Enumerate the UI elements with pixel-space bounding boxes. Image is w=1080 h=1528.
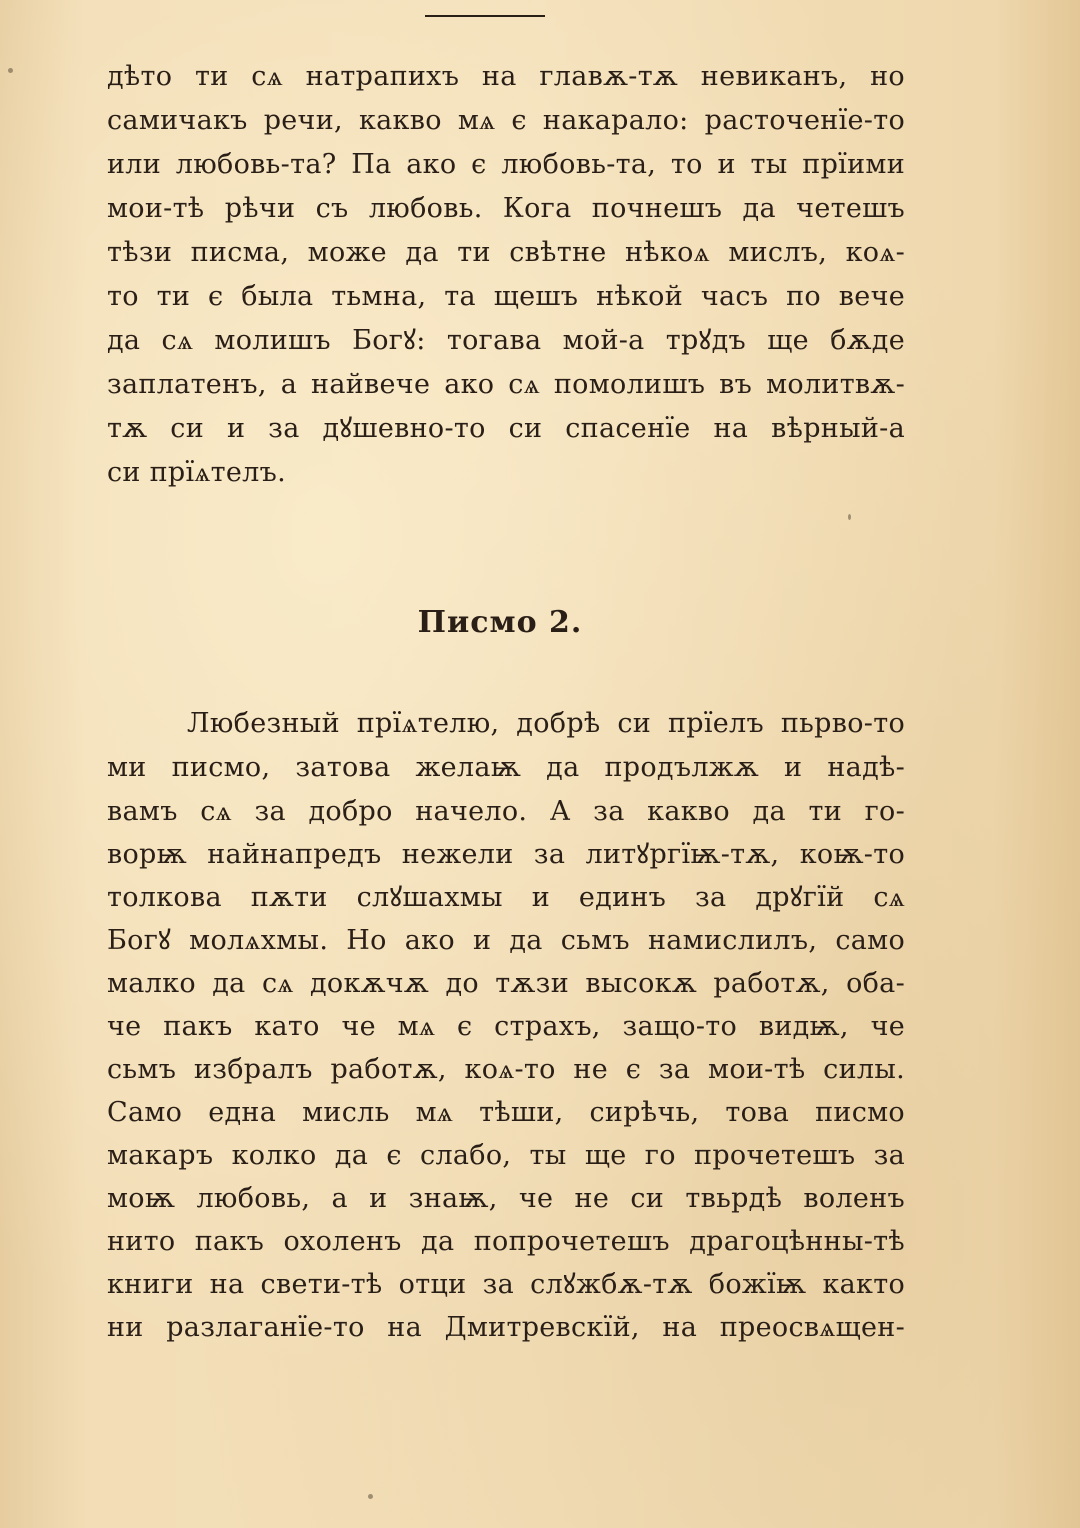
- header-rule: [425, 15, 545, 17]
- text-line: че пакъ като че мѧ є страхъ, защо-то видѭ, че: [107, 1011, 905, 1042]
- text-line: сьмъ избралъ работѫ, коѧ-то не є за мои-тѣ силы.: [107, 1054, 905, 1085]
- text-line: книги на свети-тѣ отци за слꙋжбѫ-тѫ божїѭ както: [107, 1269, 905, 1300]
- text-line: макаръ колко да є слабо, ты ще го прочетешъ за: [107, 1140, 905, 1171]
- text-line: ми писмо, затова желаѭ да продължѫ и надѣ-: [107, 752, 905, 783]
- text-line: ни разлаганїе-то на Дмитревскїй, на преосвѧщен-: [107, 1312, 905, 1343]
- text-line: си прїѧтелъ.: [107, 457, 286, 488]
- paper-speck: [8, 68, 13, 73]
- text-line: ворѭ найнапредъ нежели за литꙋргїѭ-тѫ, коѭ-то: [107, 839, 905, 870]
- text-line: вамъ сѧ за добро начело. А за какво да ти го-: [107, 796, 905, 827]
- text-line: Само една мисль мѧ тѣши, сирѣчь, това писмо: [107, 1097, 905, 1128]
- paper-speck: [368, 1494, 373, 1499]
- text-line: Любезный прїѧтелю, добрѣ си прїелъ пьрво-то: [187, 708, 905, 739]
- text-line: малко да сѧ докѫчѫ до тѫзи высокѫ работѫ, оба-: [107, 968, 905, 999]
- text-line: самичакъ речи, какво мѧ є накарало: расточенїе-то: [107, 105, 905, 136]
- text-line: мои-тѣ рѣчи съ любовь. Кога почнешъ да четешъ: [107, 193, 905, 224]
- text-line: тѣзи писма, може да ти свѣтне нѣкоѧ мислъ, коѧ-: [107, 237, 905, 268]
- text-line: или любовь-та? Па ако є любовь-та, то и ты прїими: [107, 149, 905, 180]
- text-line: то ти є была тьмна, та щешъ нѣкой часъ по вече: [107, 281, 905, 312]
- paper-speck: [848, 514, 851, 520]
- text-line: да сѧ молишъ Богꙋ: тогава мой-а трꙋдъ ще бѫде: [107, 325, 905, 356]
- text-line: тѫ си и за дꙋшевно-то си спасенїе на вѣрный-а: [107, 413, 905, 444]
- text-line: толкова пѫти слꙋшахмы и единъ за дрꙋгїй сѧ: [107, 882, 905, 913]
- text-line: моѭ любовь, а и знаѭ, че не си твьрдѣ воленъ: [107, 1183, 905, 1214]
- text-line: Богꙋ молѧхмы. Но ако и да сьмъ намислилъ, само: [107, 925, 905, 956]
- letter-heading: Писмо 2.: [417, 605, 583, 640]
- text-line: дѣто ти сѧ натрапихъ на главѫ-тѫ невиканъ, но: [107, 61, 905, 92]
- text-line: заплатенъ, а найвече ако сѧ помолишъ въ молитвѫ-: [107, 369, 905, 400]
- text-line: нито пакъ охоленъ да попрочетешъ драгоцѣнны-тѣ: [107, 1226, 905, 1257]
